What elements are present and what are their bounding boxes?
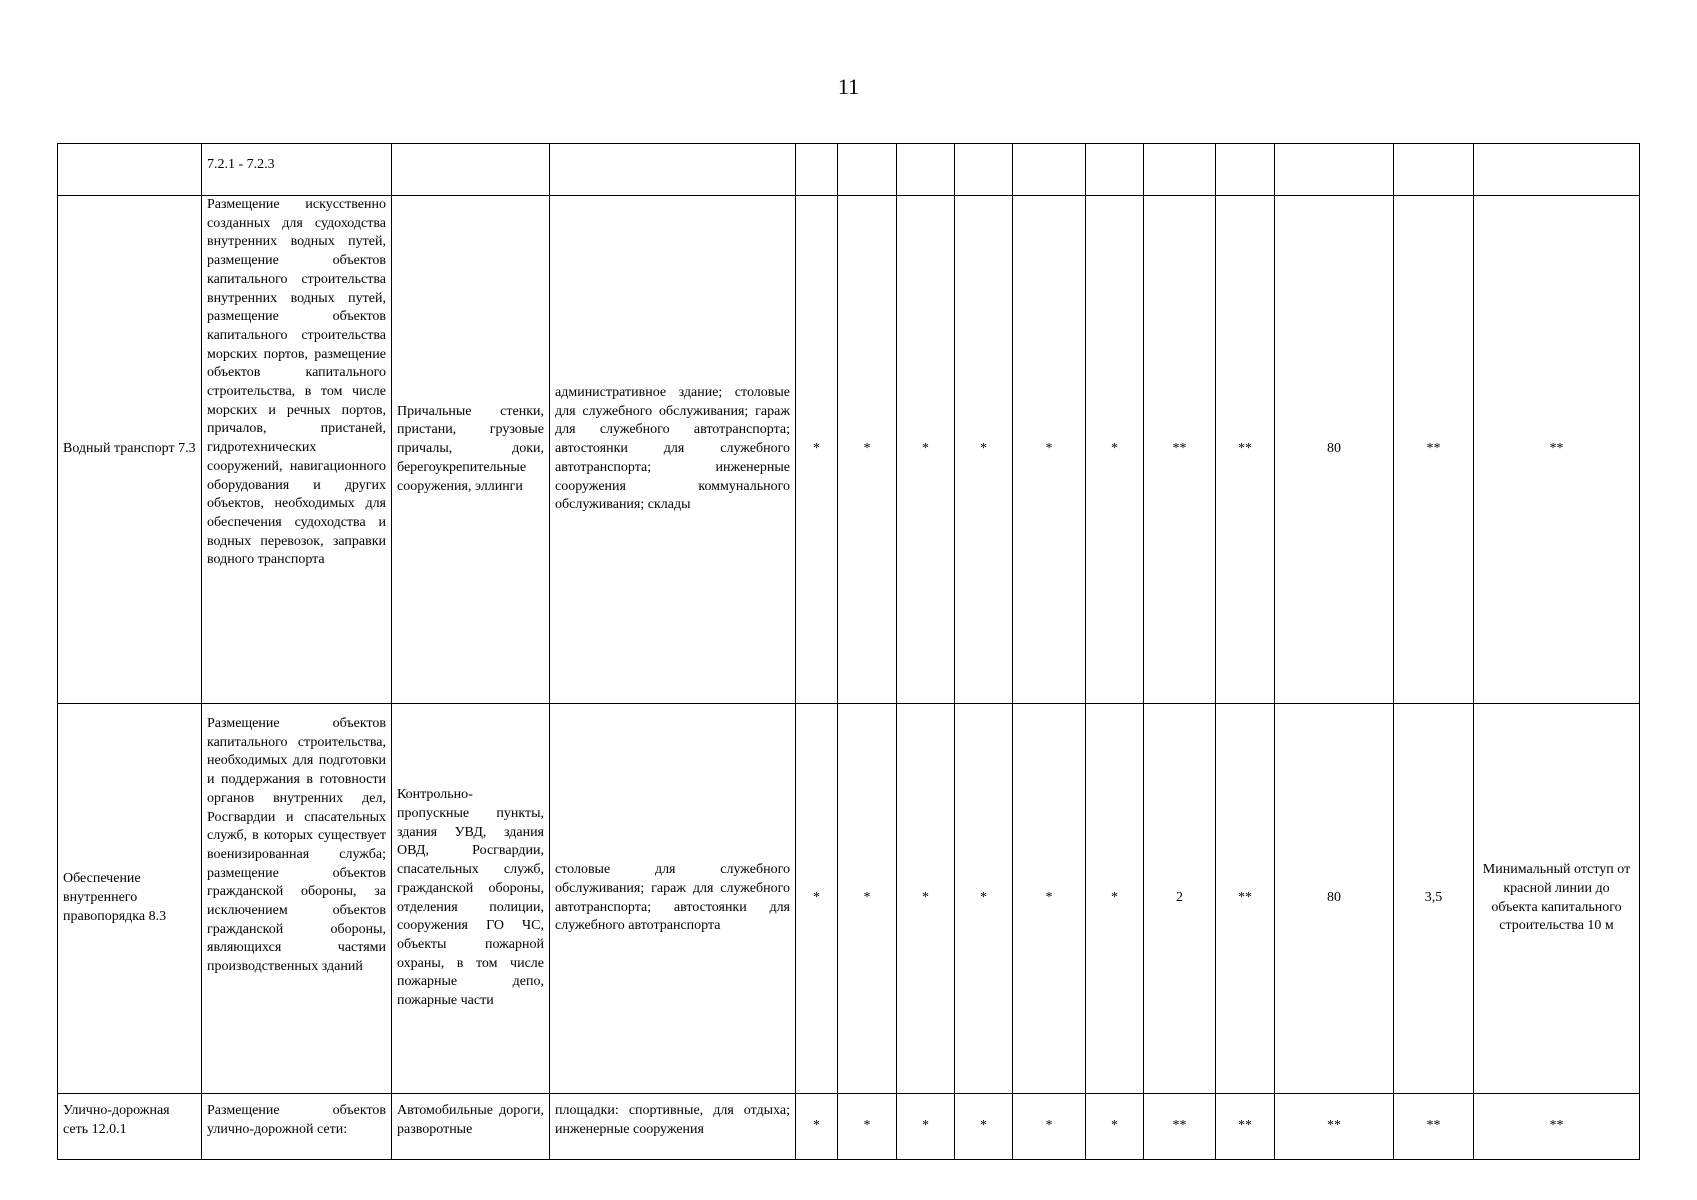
parameter-cell: * (897, 704, 955, 1094)
main-use-cell: Причальные стенки, пристани, грузовые причалы, доки, берегоукрепительные сооружения, эллинги (392, 196, 550, 704)
parameter-cell: ** (1216, 196, 1275, 704)
note-cell: ** (1474, 1094, 1640, 1160)
zoning-regulations-table (57, 143, 1640, 1160)
parameter-cell: * (1013, 1094, 1086, 1160)
table-row (58, 704, 1640, 1094)
parameter-cell: 3,5 (1394, 704, 1474, 1094)
parameter-cell: 80 (1275, 196, 1394, 704)
parameter-cell: * (796, 704, 838, 1094)
parameter-cell: ** (1394, 1094, 1474, 1160)
use-type-cell: Улично-дорожная сеть 12.0.1 (58, 1094, 202, 1160)
parameter-cell: * (1086, 196, 1144, 704)
parameter-cell (1216, 144, 1275, 196)
parameter-cell (1394, 144, 1474, 196)
parameter-cell: * (838, 196, 897, 704)
parameter-cell: * (1086, 704, 1144, 1094)
parameter-cell: * (1086, 1094, 1144, 1160)
parameter-cell: * (838, 1094, 897, 1160)
use-description-cell: 7.2.1 - 7.2.3 (202, 144, 392, 196)
parameter-cell (1275, 144, 1394, 196)
parameter-cell (955, 144, 1013, 196)
use-description-cell: Размещение искусственно созданных для судоходства внутренних водных путей, размещение объектов капитального строительства внутренних водных путей, размещение объектов капитального строительства морских портов, размещение объектов капитального строительства, в том числе морских и речных портов, причалов, пристаней, гидротехнических сооружений, навигационного оборудования и других объектов, необходимых для обеспечения судоходства и водных перевозок, заправки водного транспорта (202, 196, 392, 704)
parameter-cell: ** (1144, 1094, 1216, 1160)
parameter-cell (838, 144, 897, 196)
parameter-cell (897, 144, 955, 196)
parameter-cell (796, 144, 838, 196)
page-number: 11 (837, 74, 860, 99)
table-row (58, 144, 1640, 196)
use-type-cell: Водный транспорт 7.3 (58, 196, 202, 704)
use-description-cell: Размещение объектов улично-дорожной сети: (202, 1094, 392, 1160)
parameter-cell: * (1013, 196, 1086, 704)
auxiliary-use-cell: площадки: спортивные, для отдыха; инженерные сооружения (550, 1094, 796, 1160)
main-use-cell: Автомобильные дороги, разворотные (392, 1094, 550, 1160)
parameter-cell (1144, 144, 1216, 196)
auxiliary-use-cell (550, 144, 796, 196)
parameter-cell: 80 (1275, 704, 1394, 1094)
parameter-cell: * (796, 196, 838, 704)
main-use-cell: Контрольно-пропускные пункты, здания УВД, здания ОВД, Росгвардии, спасательных служб, гражданской обороны, отделения полиции, сооружения ГО ЧС, объекты пожарной охраны, в том числе пожарные депо, пожарные части (392, 704, 550, 1094)
use-type-cell: Обеспечение внутреннего правопорядка 8.3 (58, 704, 202, 1094)
parameter-cell: * (1013, 704, 1086, 1094)
parameter-cell: ** (1216, 1094, 1275, 1160)
auxiliary-use-cell: столовые для служебного обслуживания; гараж для служебного автотранспорта; автостоянки для служебного автотранспорта (550, 704, 796, 1094)
parameter-cell: ** (1144, 196, 1216, 704)
use-type-cell (58, 144, 202, 196)
note-cell (1474, 144, 1640, 196)
parameter-cell (1086, 144, 1144, 196)
parameter-cell: ** (1394, 196, 1474, 704)
auxiliary-use-cell: административное здание; столовые для служебного обслуживания; гараж для служебного автотранспорта; автостоянки для служебного автотранспорта; инженерные сооружения коммунального обслуживания; склады (550, 196, 796, 704)
parameter-cell: * (897, 1094, 955, 1160)
parameter-cell: ** (1216, 704, 1275, 1094)
parameter-cell: ** (1275, 1094, 1394, 1160)
parameter-cell: 2 (1144, 704, 1216, 1094)
note-cell: ** (1474, 196, 1640, 704)
parameter-cell (1013, 144, 1086, 196)
parameter-cell: * (955, 704, 1013, 1094)
table-row (58, 1094, 1640, 1160)
note-cell: Минимальный отступ от красной линии до объекта капитального строительства 10 м (1474, 704, 1640, 1094)
main-use-cell (392, 144, 550, 196)
use-description-cell: Размещение объектов капитального строительства, необходимых для подготовки и поддержания в готовности органов внутренних дел, Росгвардии и спасательных служб, в которых существует военизированная служба; размещение объектов гражданской обороны, за исключением объектов гражданской обороны, являющихся частями производственных зданий (202, 704, 392, 1094)
parameter-cell: * (955, 196, 1013, 704)
parameter-cell: * (955, 1094, 1013, 1160)
parameter-cell: * (838, 704, 897, 1094)
parameter-cell: * (897, 196, 955, 704)
parameter-cell: * (796, 1094, 838, 1160)
table-row (58, 196, 1640, 704)
